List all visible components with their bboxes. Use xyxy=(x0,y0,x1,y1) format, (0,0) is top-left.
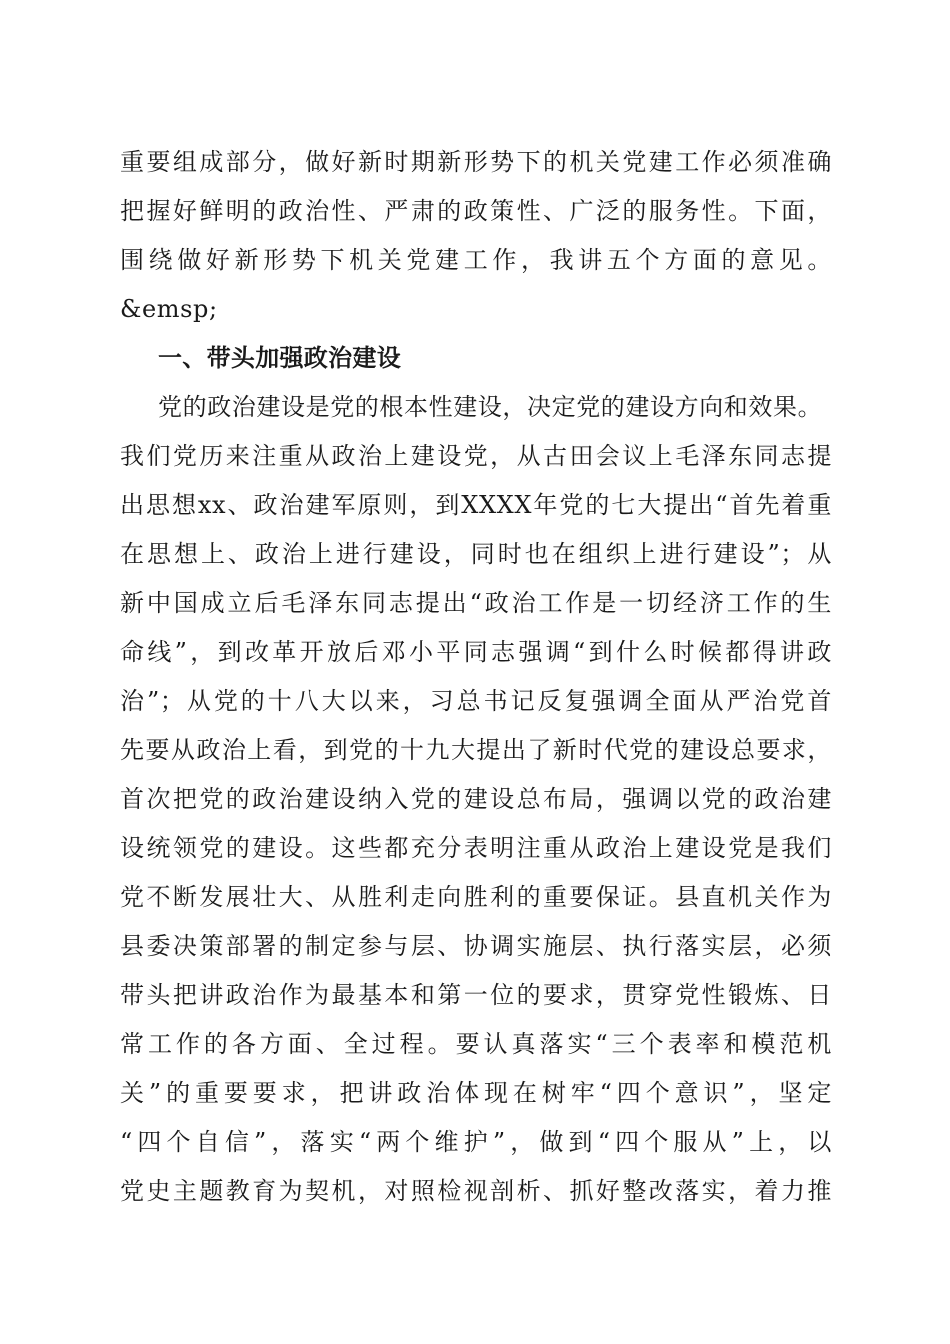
intro-line-1: 重要组成部分，做好新时期新形势下的机关党建工作必须准确 xyxy=(120,148,832,176)
body-line-7: 治”；从党的十八大以来，习总书记反复强调全面从严治党首 xyxy=(120,687,832,715)
body-line-15: 关”的重要要求，把讲政治体现在树牢“四个意识”，坚定 xyxy=(120,1079,832,1107)
body-line-6: 命线”，到改革开放后邓小平同志强调“到什么时候都得讲政 xyxy=(120,638,832,666)
body-line-17: 党史主题教育为契机，对照检视剖析、抓好整改落实，着力推 xyxy=(120,1177,832,1205)
body-line-12: 县委决策部署的制定参与层、协调实施层、执行落实层，必须 xyxy=(120,932,832,960)
intro-line-4: &emsp; xyxy=(120,295,218,323)
body-line-1: 党的政治建设是党的根本性建设，决定党的建设方向和效果。 xyxy=(158,393,823,421)
body-line-4: 在思想上、政治上进行建设，同时也在组织上进行建设”；从 xyxy=(120,540,832,568)
body-line-3: 出思想xx、政治建军原则，到XXXX年党的七大提出“首先着重 xyxy=(120,491,832,519)
body-line-14: 常工作的各方面、全过程。要认真落实“三个表率和模范机 xyxy=(120,1030,832,1058)
intro-line-2: 把握好鲜明的政治性、严肃的政策性、广泛的服务性。下面， xyxy=(120,197,832,225)
intro-line-3: 围绕做好新形势下机关党建工作，我讲五个方面的意见。 xyxy=(120,246,832,274)
body-line-9: 首次把党的政治建设纳入党的建设总布局，强调以党的政治建 xyxy=(120,785,832,813)
body-line-11: 党不断发展壮大、从胜利走向胜利的重要保证。县直机关作为 xyxy=(120,883,832,911)
body-line-16: “四个自信”，落实“两个维护”，做到“四个服从”上，以 xyxy=(120,1128,832,1156)
body-line-10: 设统领党的建设。这些都充分表明注重从政治上建设党是我们 xyxy=(120,834,832,862)
section-heading: 一、带头加强政治建设 xyxy=(158,344,401,372)
document-body xyxy=(120,138,832,1216)
body-line-2: 我们党历来注重从政治上建设党，从古田会议上毛泽东同志提 xyxy=(120,442,832,470)
body-line-13: 带头把讲政治作为最基本和第一位的要求，贯穿党性锻炼、日 xyxy=(120,981,832,1009)
body-line-5: 新中国成立后毛泽东同志提出“政治工作是一切经济工作的生 xyxy=(120,589,832,617)
body-line-8: 先要从政治上看，到党的十九大提出了新时代党的建设总要求， xyxy=(120,736,832,764)
